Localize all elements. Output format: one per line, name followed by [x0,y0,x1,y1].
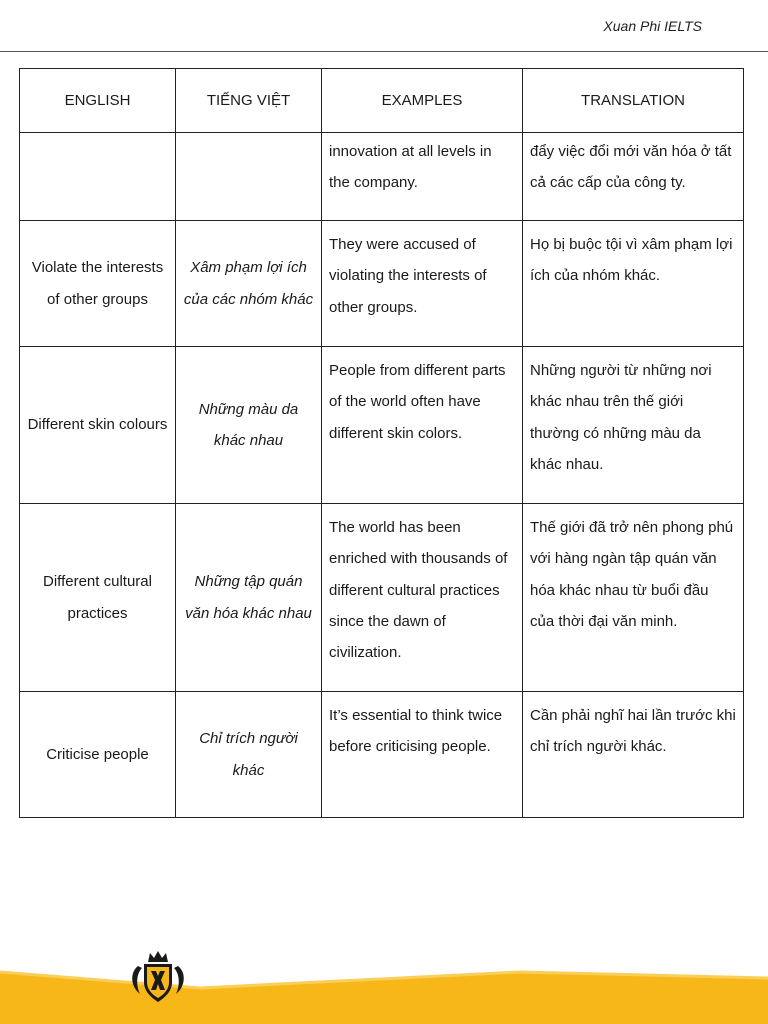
example-cell: The world has been enriched with thousands of different cultural practices since the dawn of civilization. [322,504,523,692]
crowned-shield-x-logo-icon [128,950,188,1006]
table-header-row [20,69,744,133]
english-cell: Criticise people [20,692,176,818]
translation-cell: Thế giới đã trở nên phong phú với hàng ngàn tập quán văn hóa khác nhau từ buổi đầu của thời đại văn minh. [523,504,744,692]
column-header-translation: TRANSLATION [523,69,744,133]
vietnamese-cell: Xâm phạm lợi ích của các nhóm khác [176,221,322,347]
vietnamese-cell: Những tập quán văn hóa khác nhau [176,504,322,692]
vietnamese-cell: Những màu da khác nhau [176,347,322,504]
english-cell: Different cultural practices [20,504,176,692]
english-cell: Different skin colours [20,347,176,504]
column-header-examples: EXAMPLES [322,69,523,133]
vietnamese-cell: Chỉ trích người khác [176,692,322,818]
example-cell: innovation at all levels in the company. [322,133,523,221]
table-row [20,221,744,347]
header-brand: Xuan Phi IELTS [603,18,702,34]
table-row [20,133,744,221]
header-divider [0,51,768,52]
translation-cell: Họ bị buộc tội vì xâm phạm lợi ích của nhóm khác. [523,221,744,347]
translation-cell: Những người từ những nơi khác nhau trên thế giới thường có những màu da khác nhau. [523,347,744,504]
example-cell: It’s essential to think twice before criticising people. [322,692,523,818]
footer-accent-band [0,964,768,1024]
example-cell: People from different parts of the world often have different skin colors. [322,347,523,504]
example-cell: They were accused of violating the interests of other groups. [322,221,523,347]
translation-cell: Cần phải nghĩ hai lần trước khi chỉ trích người khác. [523,692,744,818]
translation-cell: đẩy việc đổi mới văn hóa ở tất cả các cấp của công ty. [523,133,744,221]
vietnamese-cell [176,133,322,221]
english-cell: Violate the interests of other groups [20,221,176,347]
english-cell [20,133,176,221]
vocabulary-table [19,68,744,818]
table-row [20,347,744,504]
column-header-english: ENGLISH [20,69,176,133]
column-header-vietnamese: TIẾNG VIỆT [176,69,322,133]
table-row [20,692,744,818]
table-row [20,504,744,692]
